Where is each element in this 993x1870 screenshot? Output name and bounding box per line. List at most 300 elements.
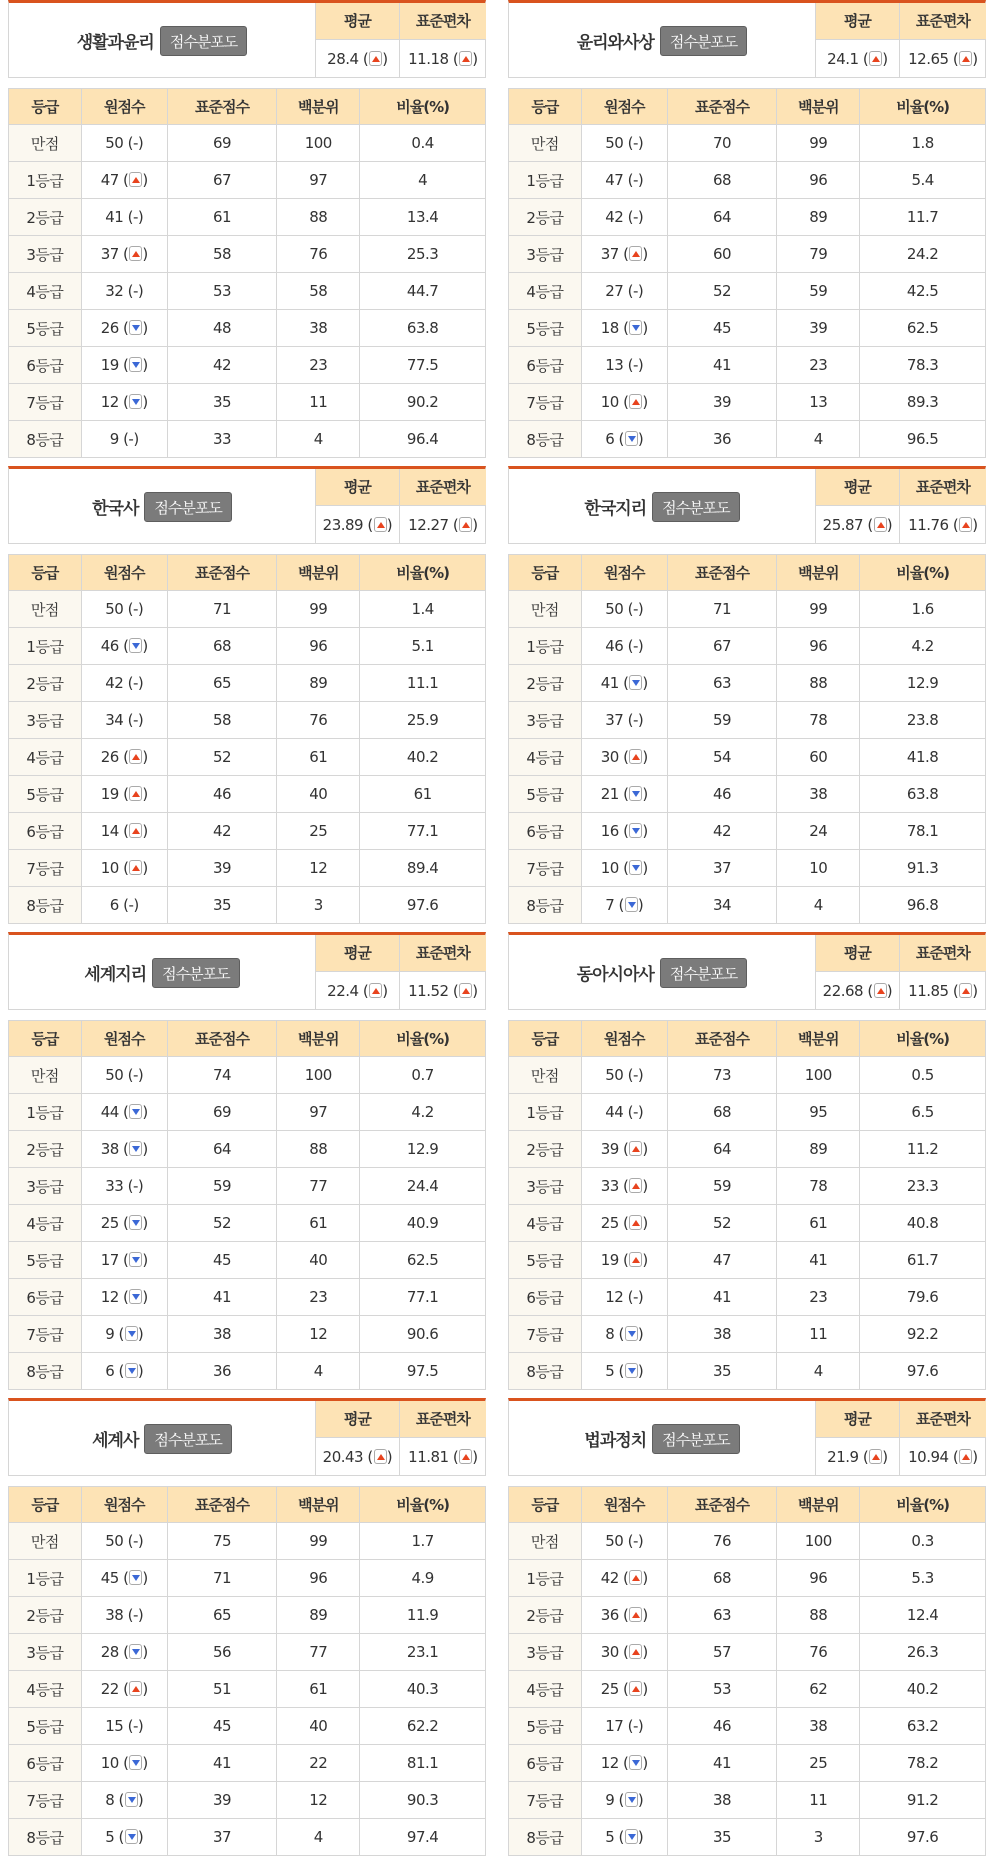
mean-value xyxy=(816,39,900,78)
paren-close: ) xyxy=(637,1288,644,1306)
arrow-down-icon xyxy=(629,860,642,875)
table-row xyxy=(9,1560,486,1597)
grade-cell: 4등급 xyxy=(9,1671,82,1708)
value-text: 16 xyxy=(600,822,624,840)
raw-score-cell xyxy=(581,1523,667,1560)
paren-close: ) xyxy=(637,1325,644,1343)
percentile-cell: 100 xyxy=(777,1057,860,1094)
arrow-down-icon xyxy=(625,1363,638,1378)
value-text: 22.68 xyxy=(822,981,868,1000)
ratio-cell: 40.2 xyxy=(860,1671,986,1708)
grade-header-row xyxy=(9,1021,486,1057)
ratio-cell: 0.5 xyxy=(860,1057,986,1094)
standard-score-cell: 71 xyxy=(667,591,777,628)
grade-table xyxy=(508,1020,986,1390)
value-text: 5 xyxy=(105,1828,119,1846)
percentile-cell: 89 xyxy=(777,199,860,236)
standard-score-cell: 65 xyxy=(167,665,277,702)
ratio-cell: 42.5 xyxy=(860,273,986,310)
paren-open: ( xyxy=(127,1066,133,1084)
value-text: 42 xyxy=(105,674,128,692)
paren-open: ( xyxy=(867,981,873,1000)
raw-score-cell xyxy=(81,850,167,887)
stddev-value xyxy=(899,971,986,1010)
grade-header-row xyxy=(9,89,486,125)
percentile-cell: 60 xyxy=(777,739,860,776)
score-distribution-button[interactable]: 점수분포도 xyxy=(144,1424,231,1454)
percentile-cell: 99 xyxy=(277,1523,360,1560)
paren-close: ) xyxy=(882,49,888,68)
percentile-cell: 61 xyxy=(277,1205,360,1242)
table-row xyxy=(9,1279,486,1316)
percentile-cell: 3 xyxy=(277,887,360,924)
paren-close: ) xyxy=(472,515,478,534)
raw-score-cell xyxy=(581,1131,667,1168)
table-row xyxy=(509,1205,986,1242)
arrow-up-icon xyxy=(369,51,382,66)
standard-score-cell: 70 xyxy=(667,125,777,162)
raw-score-cell xyxy=(81,1671,167,1708)
paren-close: ) xyxy=(142,1643,148,1661)
percentile-cell: 4 xyxy=(277,1819,360,1856)
paren-close: ) xyxy=(142,1103,148,1121)
table-row xyxy=(9,1168,486,1205)
stats-value-row xyxy=(816,1437,987,1476)
paren-close: ) xyxy=(642,785,648,803)
percentile-header: 백분위 xyxy=(777,1487,860,1523)
table-row xyxy=(509,739,986,776)
stddev-header: 표준편차 xyxy=(899,1401,986,1437)
grade-cell: 5등급 xyxy=(9,776,82,813)
raw-score-cell xyxy=(81,125,167,162)
arrow-up-icon xyxy=(459,517,472,532)
paren-close: ) xyxy=(142,356,148,374)
subject-header xyxy=(8,466,486,544)
paren-open: ( xyxy=(623,1680,629,1698)
paren-open: ( xyxy=(623,1754,629,1772)
no-change-mark: - xyxy=(632,1066,638,1084)
no-change-mark: - xyxy=(632,134,638,152)
paren-close: ) xyxy=(637,282,644,300)
grade-cell: 7등급 xyxy=(9,1782,82,1819)
standard-score-cell: 38 xyxy=(667,1782,777,1819)
value-text: 9 xyxy=(105,1325,119,1343)
paren-open: ( xyxy=(623,1214,629,1232)
ratio-cell: 4.2 xyxy=(360,1094,486,1131)
standard-score-cell: 41 xyxy=(667,347,777,384)
value-text: 28 xyxy=(100,1643,124,1661)
standard-score-cell: 63 xyxy=(667,665,777,702)
percentile-cell: 4 xyxy=(277,1353,360,1390)
percentile-cell: 38 xyxy=(777,1708,860,1745)
paren-open: ( xyxy=(123,748,129,766)
no-change-mark: - xyxy=(632,171,638,189)
paren-close: ) xyxy=(642,1140,648,1158)
grade-cell: 2등급 xyxy=(509,199,582,236)
ratio-cell: 96.4 xyxy=(360,421,486,458)
arrow-up-icon xyxy=(629,1252,642,1267)
value-text: 19 xyxy=(100,356,124,374)
grade-cell: 3등급 xyxy=(9,1168,82,1205)
table-row xyxy=(509,1131,986,1168)
percentile-cell: 99 xyxy=(777,591,860,628)
value-text: 12 xyxy=(100,1288,124,1306)
score-distribution-button[interactable]: 점수분포도 xyxy=(144,492,231,522)
table-row xyxy=(509,125,986,162)
raw-score-cell xyxy=(81,347,167,384)
paren-open: ( xyxy=(623,1569,629,1587)
grade-cell: 6등급 xyxy=(509,1279,582,1316)
arrow-down-icon xyxy=(129,1252,142,1267)
arrow-down-icon xyxy=(125,1829,138,1844)
grade-cell: 8등급 xyxy=(9,1819,82,1856)
no-change-mark: - xyxy=(132,1717,138,1735)
no-change-mark: - xyxy=(132,1606,138,1624)
standard-score-header: 표준점수 xyxy=(667,555,777,591)
score-distribution-button[interactable]: 점수분포도 xyxy=(660,26,747,56)
paren-open: ( xyxy=(367,1447,373,1466)
paren-close: ) xyxy=(886,981,893,1000)
value-text: 5 xyxy=(605,1362,619,1380)
arrow-down-icon xyxy=(625,1326,638,1341)
paren-open: ( xyxy=(627,1103,633,1121)
grade-table xyxy=(508,1486,986,1856)
value-text: 34 xyxy=(105,711,128,729)
no-change-mark: - xyxy=(632,208,638,226)
value-text: 10 xyxy=(100,859,124,877)
ratio-cell: 97.6 xyxy=(860,1353,986,1390)
value-text: 6 xyxy=(105,1362,119,1380)
value-text: 11.18 xyxy=(408,49,453,68)
grade-cell: 3등급 xyxy=(9,236,82,273)
paren-open: ( xyxy=(627,282,633,300)
raw-score-cell xyxy=(81,310,167,347)
raw-score-cell xyxy=(81,421,167,458)
stats-header-row xyxy=(316,935,487,971)
grade-header-row xyxy=(509,1021,986,1057)
arrow-down-icon xyxy=(125,1326,138,1341)
ratio-cell: 23.1 xyxy=(360,1634,486,1671)
arrow-down-icon xyxy=(129,394,142,409)
ratio-cell: 23.3 xyxy=(860,1168,986,1205)
standard-score-cell: 68 xyxy=(667,1094,777,1131)
value-text: 25 xyxy=(600,1214,624,1232)
ratio-header: 비율(%) xyxy=(360,555,486,591)
grade-table xyxy=(508,88,986,458)
percentile-cell: 12 xyxy=(277,1316,360,1353)
value-text: 25 xyxy=(600,1680,624,1698)
paren-close: ) xyxy=(137,1362,144,1380)
grade-cell: 4등급 xyxy=(9,273,82,310)
ratio-cell: 40.9 xyxy=(360,1205,486,1242)
stats-header-row xyxy=(816,3,987,39)
paren-close: ) xyxy=(882,1447,888,1466)
raw-score-cell xyxy=(81,162,167,199)
value-text: 22 xyxy=(100,1680,124,1698)
table-row xyxy=(509,702,986,739)
raw-score-cell xyxy=(581,813,667,850)
standard-score-cell: 38 xyxy=(167,1316,277,1353)
paren-open: ( xyxy=(627,134,633,152)
arrow-up-icon xyxy=(629,749,642,764)
paren-close: ) xyxy=(642,1569,648,1587)
percentile-cell: 10 xyxy=(777,850,860,887)
paren-open: ( xyxy=(362,49,369,68)
stats-header-row xyxy=(816,1401,987,1437)
raw-score-cell xyxy=(581,1205,667,1242)
paren-close: ) xyxy=(642,319,648,337)
grade-cell: 1등급 xyxy=(509,628,582,665)
value-text: 9 xyxy=(605,1791,619,1809)
table-row xyxy=(509,384,986,421)
ratio-cell: 40.2 xyxy=(360,739,486,776)
grade-cell: 2등급 xyxy=(9,1131,82,1168)
ratio-cell: 63.8 xyxy=(860,776,986,813)
mean-value xyxy=(816,1437,900,1476)
stats-table xyxy=(815,935,986,1010)
value-text: 38 xyxy=(105,1606,128,1624)
paren-open: ( xyxy=(623,1177,629,1195)
paren-close: ) xyxy=(137,1532,144,1550)
ratio-cell: 44.7 xyxy=(360,273,486,310)
grade-cell: 만점 xyxy=(9,1057,82,1094)
paren-close: ) xyxy=(382,49,388,68)
standard-score-cell: 52 xyxy=(167,1205,277,1242)
stats-table xyxy=(315,935,486,1010)
grade-cell: 5등급 xyxy=(509,310,582,347)
paren-close: ) xyxy=(137,134,144,152)
mean-header: 평균 xyxy=(816,1401,900,1437)
stats-table xyxy=(315,469,486,544)
table-row xyxy=(9,421,486,458)
standard-score-cell: 71 xyxy=(167,591,277,628)
table-row xyxy=(509,1560,986,1597)
paren-close: ) xyxy=(142,859,148,877)
ratio-cell: 24.4 xyxy=(360,1168,486,1205)
value-text: 46 xyxy=(100,637,124,655)
grade-cell: 1등급 xyxy=(9,162,82,199)
paren-open: ( xyxy=(618,896,624,914)
paren-close: ) xyxy=(142,1754,148,1772)
value-text: 50 xyxy=(605,1532,628,1550)
ratio-header: 비율(%) xyxy=(860,555,986,591)
table-row xyxy=(9,1819,486,1856)
paren-close: ) xyxy=(972,981,978,1000)
paren-open: ( xyxy=(123,1754,129,1772)
table-row xyxy=(9,702,486,739)
no-change-mark: - xyxy=(132,1177,138,1195)
arrow-up-icon xyxy=(869,51,882,66)
arrow-down-icon xyxy=(625,1829,638,1844)
percentile-cell: 97 xyxy=(277,162,360,199)
paren-open: ( xyxy=(123,430,129,448)
value-text: 37 xyxy=(605,711,628,729)
arrow-down-icon xyxy=(129,1570,142,1585)
raw-score-cell xyxy=(581,1634,667,1671)
paren-open: ( xyxy=(627,711,633,729)
ratio-cell: 1.4 xyxy=(360,591,486,628)
paren-open: ( xyxy=(618,1362,624,1380)
score-distribution-button[interactable]: 점수분포도 xyxy=(160,26,247,56)
paren-open: ( xyxy=(123,319,129,337)
paren-close: ) xyxy=(142,1569,148,1587)
value-text: 42 xyxy=(605,208,628,226)
no-change-mark: - xyxy=(128,430,134,448)
subject-title-area xyxy=(9,1401,315,1476)
standard-score-cell: 68 xyxy=(667,1560,777,1597)
standard-score-cell: 64 xyxy=(667,1131,777,1168)
percentile-cell: 100 xyxy=(277,125,360,162)
percentile-cell: 4 xyxy=(277,421,360,458)
table-row xyxy=(9,236,486,273)
standard-score-cell: 35 xyxy=(167,384,277,421)
subject-title-area xyxy=(509,3,815,78)
no-change-mark: - xyxy=(632,282,638,300)
percentile-cell: 89 xyxy=(277,665,360,702)
ratio-header: 비율(%) xyxy=(360,1487,486,1523)
percentile-cell: 11 xyxy=(277,384,360,421)
mean-header: 평균 xyxy=(816,935,900,971)
ratio-cell: 40.3 xyxy=(360,1671,486,1708)
no-change-mark: - xyxy=(132,208,138,226)
ratio-cell: 26.3 xyxy=(860,1634,986,1671)
grade-header-row xyxy=(9,1487,486,1523)
mean-value xyxy=(816,971,900,1010)
paren-open: ( xyxy=(127,1177,133,1195)
grade-cell: 4등급 xyxy=(509,1671,582,1708)
grade-cell: 3등급 xyxy=(9,1634,82,1671)
grade-cell: 8등급 xyxy=(9,1353,82,1390)
arrow-up-icon xyxy=(959,983,972,998)
grade-cell: 8등급 xyxy=(509,421,582,458)
value-text: 44 xyxy=(605,1103,628,1121)
subject-header xyxy=(8,0,486,78)
no-change-mark: - xyxy=(132,600,138,618)
raw-score-cell xyxy=(581,1597,667,1634)
paren-open: ( xyxy=(952,1447,959,1466)
paren-open: ( xyxy=(127,711,133,729)
grade-cell: 3등급 xyxy=(509,1634,582,1671)
table-row xyxy=(9,347,486,384)
stats-value-row xyxy=(316,971,487,1010)
table-row xyxy=(509,1819,986,1856)
paren-open: ( xyxy=(452,981,459,1000)
arrow-up-icon xyxy=(129,1681,142,1696)
paren-close: ) xyxy=(386,1447,393,1466)
arrow-down-icon xyxy=(629,786,642,801)
raw-score-cell xyxy=(581,1094,667,1131)
percentile-cell: 78 xyxy=(777,702,860,739)
paren-close: ) xyxy=(642,1606,648,1624)
paren-open: ( xyxy=(118,1325,124,1343)
standard-score-cell: 63 xyxy=(667,1597,777,1634)
arrow-up-icon xyxy=(629,1215,642,1230)
arrow-up-icon xyxy=(629,1141,642,1156)
grade-cell: 만점 xyxy=(509,591,582,628)
table-row xyxy=(9,125,486,162)
grade-cell: 8등급 xyxy=(9,887,82,924)
raw-score-header: 원점수 xyxy=(581,1487,667,1523)
raw-score-cell xyxy=(81,813,167,850)
paren-open: ( xyxy=(127,600,133,618)
value-text: 10 xyxy=(100,1754,124,1772)
grade-cell: 5등급 xyxy=(9,1708,82,1745)
value-text: 39 xyxy=(600,1140,624,1158)
paren-open: ( xyxy=(127,1532,133,1550)
score-distribution-button[interactable]: 점수분포도 xyxy=(652,1424,739,1454)
value-text: 19 xyxy=(600,1251,624,1269)
raw-score-cell xyxy=(81,1353,167,1390)
grade-table xyxy=(8,1486,486,1856)
arrow-up-icon xyxy=(629,1570,642,1585)
value-text: 44 xyxy=(100,1103,124,1121)
paren-open: ( xyxy=(952,515,959,534)
arrow-up-icon xyxy=(629,1607,642,1622)
table-row xyxy=(9,162,486,199)
percentile-cell: 40 xyxy=(277,1242,360,1279)
standard-score-cell: 59 xyxy=(667,1168,777,1205)
score-distribution-button[interactable]: 점수분포도 xyxy=(652,492,739,522)
ratio-cell: 12.9 xyxy=(860,665,986,702)
score-distribution-button[interactable]: 점수분포도 xyxy=(660,958,747,988)
table-row xyxy=(509,1316,986,1353)
table-row xyxy=(9,1316,486,1353)
standard-score-cell: 37 xyxy=(667,850,777,887)
percentile-cell: 61 xyxy=(277,739,360,776)
stats-header-row xyxy=(816,935,987,971)
no-change-mark: - xyxy=(632,1532,638,1550)
table-row xyxy=(9,1205,486,1242)
stats-header-row xyxy=(316,1401,487,1437)
raw-score-cell xyxy=(81,1131,167,1168)
paren-close: ) xyxy=(142,319,148,337)
percentile-cell: 40 xyxy=(277,1708,360,1745)
standard-score-header: 표준점수 xyxy=(167,555,277,591)
paren-open: ( xyxy=(123,859,129,877)
standard-score-cell: 48 xyxy=(167,310,277,347)
mean-value xyxy=(816,505,900,544)
paren-open: ( xyxy=(623,859,629,877)
paren-close: ) xyxy=(637,1791,644,1809)
value-text: 46 xyxy=(605,637,628,655)
percentile-header: 백분위 xyxy=(277,89,360,125)
stats-header-row xyxy=(316,469,487,505)
grade-cell: 3등급 xyxy=(509,702,582,739)
ratio-header: 비율(%) xyxy=(860,1487,986,1523)
arrow-up-icon xyxy=(374,1449,387,1464)
paren-open: ( xyxy=(123,822,129,840)
grade-table xyxy=(8,1020,486,1390)
no-change-mark: - xyxy=(632,1717,638,1735)
raw-score-cell xyxy=(581,628,667,665)
ratio-cell: 4.9 xyxy=(360,1560,486,1597)
score-distribution-button[interactable]: 점수분포도 xyxy=(152,958,239,988)
paren-close: ) xyxy=(142,785,148,803)
standard-score-cell: 41 xyxy=(167,1279,277,1316)
value-text: 12.27 xyxy=(408,515,453,534)
stats-value-row xyxy=(316,1437,487,1476)
ratio-cell: 4 xyxy=(360,162,486,199)
subject-title-area xyxy=(509,469,815,544)
raw-score-cell xyxy=(81,1745,167,1782)
value-text: 42 xyxy=(600,1569,624,1587)
paren-close: ) xyxy=(642,393,648,411)
percentile-cell: 77 xyxy=(277,1168,360,1205)
stats-value-row xyxy=(816,39,987,78)
grade-cell: 1등급 xyxy=(9,1094,82,1131)
percentile-cell: 96 xyxy=(777,162,860,199)
paren-open: ( xyxy=(118,1828,124,1846)
